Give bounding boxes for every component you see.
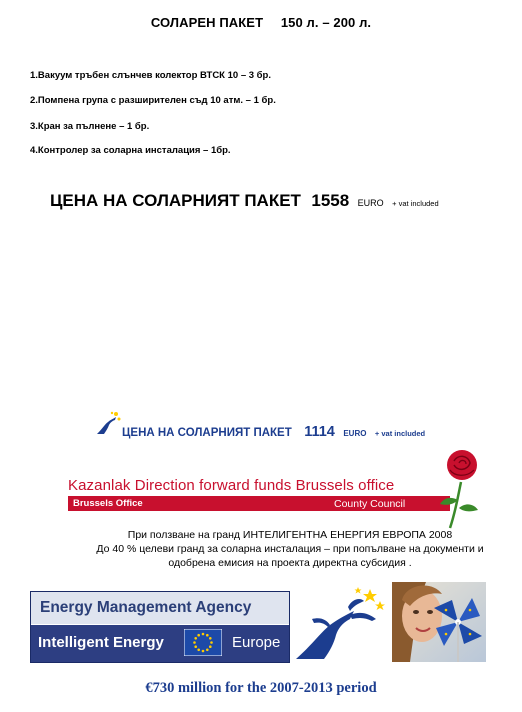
grant-text-line: До 40 % целеви гранд за соларна инсталация – при попълване на документи и (96, 543, 484, 555)
europe-label: Europe (232, 634, 281, 651)
package-price-currency: EURO (357, 198, 384, 208)
discount-price (122, 423, 425, 441)
discount-price-value: 1114 (304, 424, 335, 440)
price-range: 150 л. – 200 л. (280, 15, 372, 30)
pinwheel-photo (392, 582, 486, 662)
title-label: СОЛАРЕН ПАКЕТ (150, 15, 264, 30)
package-price (50, 191, 439, 211)
brussels-office-label: Brussels Office (73, 498, 143, 509)
grant-text-line: одобрена емисия на проекта директна субсидия . (168, 557, 412, 569)
eu-flag-icon (184, 629, 222, 656)
list-item: 2.Помпена група с разширителен съд 10 атм. – 1 бр. (30, 95, 276, 106)
list-item: 4.Контролер за соларна инсталация – 1бр. (30, 145, 231, 156)
runner-logo-icon (290, 585, 390, 665)
package-price-label: ЦЕНА НА СОЛАРНИЯТ ПАКЕТ (50, 191, 301, 210)
footer-text: €730 million for the 2007-2013 period (145, 680, 377, 696)
ema-title: Energy Management Agency (40, 599, 252, 616)
discount-price-currency: EURO (343, 429, 367, 438)
rose-icon (436, 448, 486, 532)
intelligent-energy-label: Intelligent Energy (38, 634, 164, 651)
runner-logo-icon (94, 410, 122, 438)
list-item: 1.Вакуум тръбен слънчев колектор ВТСК 10 – 3 бр. (30, 70, 271, 81)
page-title (0, 15, 522, 30)
county-council-label: County Council (334, 498, 406, 510)
list-item: 3.Кран за пълнене – 1 бр. (30, 121, 150, 132)
grant-text-line: При ползване на гранд ИНТЕЛИГЕНТНА ЕНЕРГИЯ ЕВРОПА 2008 (127, 529, 453, 541)
discount-price-label: ЦЕНА НА СОЛАРНИЯТ ПАКЕТ (122, 427, 292, 439)
package-price-vat: + vat included (392, 199, 439, 208)
package-price-value: 1558 (311, 191, 350, 210)
brussels-banner-title: Kazanlak Direction forward funds Brussels office (68, 477, 395, 494)
discount-price-vat: + vat included (374, 429, 426, 438)
